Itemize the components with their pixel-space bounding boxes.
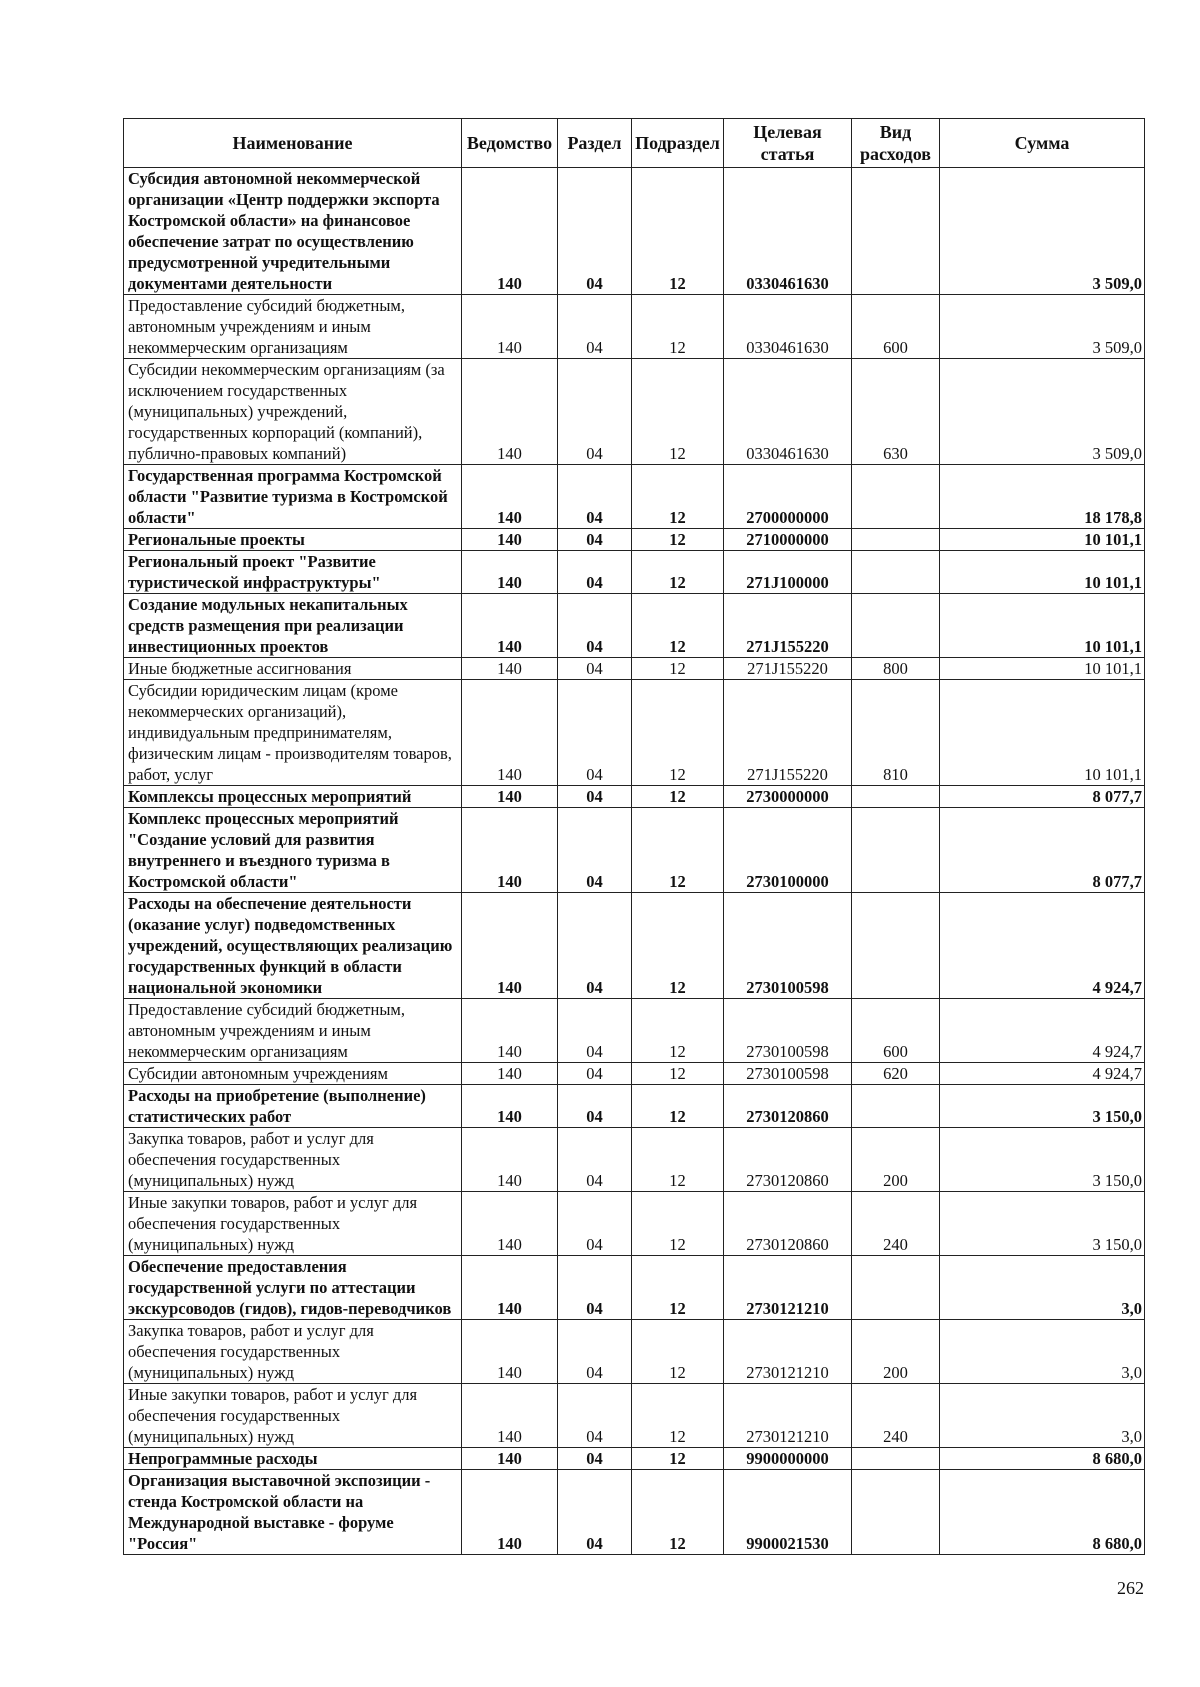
cell-sum: 3 150,0 — [940, 1192, 1145, 1256]
cell-dept: 140 — [462, 1448, 558, 1470]
table-row — [124, 1470, 1145, 1555]
cell-sum: 10 101,1 — [940, 658, 1145, 680]
cell-name: Региональные проекты — [124, 529, 462, 551]
cell-target: 2730120860 — [724, 1085, 852, 1128]
cell-sum: 3 150,0 — [940, 1085, 1145, 1128]
cell-dept: 140 — [462, 999, 558, 1063]
cell-sum: 3,0 — [940, 1384, 1145, 1448]
cell-name: Расходы на обеспечение деятельности (оказание услуг) подведомственных учреждений, осуществляющих реализацию государственных функций в области национальной экономики — [124, 893, 462, 999]
cell-target: 2730120860 — [724, 1192, 852, 1256]
table-row — [124, 1063, 1145, 1085]
table-row — [124, 1320, 1145, 1384]
cell-target: 271J155220 — [724, 658, 852, 680]
cell-section: 04 — [558, 168, 632, 295]
cell-type — [852, 529, 940, 551]
cell-name: Предоставление субсидий бюджетным, автономным учреждениям и иным некоммерческим организациям — [124, 295, 462, 359]
cell-sum: 3,0 — [940, 1320, 1145, 1384]
cell-target: 2710000000 — [724, 529, 852, 551]
cell-section: 04 — [558, 1320, 632, 1384]
cell-type: 240 — [852, 1384, 940, 1448]
cell-target: 0330461630 — [724, 295, 852, 359]
cell-section: 04 — [558, 893, 632, 999]
cell-section: 04 — [558, 1470, 632, 1555]
cell-subsection: 12 — [632, 1448, 724, 1470]
cell-dept: 140 — [462, 594, 558, 658]
table-row — [124, 1384, 1145, 1448]
cell-dept: 140 — [462, 893, 558, 999]
table-row — [124, 1128, 1145, 1192]
cell-type — [852, 893, 940, 999]
cell-subsection: 12 — [632, 1384, 724, 1448]
cell-type — [852, 1470, 940, 1555]
cell-target: 2730100598 — [724, 999, 852, 1063]
cell-sum: 3 150,0 — [940, 1128, 1145, 1192]
cell-type — [852, 551, 940, 594]
page-number: 262 — [1117, 1578, 1144, 1598]
cell-subsection: 12 — [632, 551, 724, 594]
cell-dept: 140 — [462, 295, 558, 359]
cell-section: 04 — [558, 1085, 632, 1128]
cell-target: 2730121210 — [724, 1256, 852, 1320]
cell-name: Закупка товаров, работ и услуг для обеспечения государственных (муниципальных) нужд — [124, 1128, 462, 1192]
cell-subsection: 12 — [632, 1192, 724, 1256]
cell-sum: 3,0 — [940, 1256, 1145, 1320]
cell-target: 2730100598 — [724, 1063, 852, 1085]
cell-sum: 10 101,1 — [940, 594, 1145, 658]
cell-section: 04 — [558, 808, 632, 893]
cell-dept: 140 — [462, 359, 558, 465]
cell-name: Субсидия автономной некоммерческой организации «Центр поддержки экспорта Костромской области» на финансовое обеспечение затрат по осуществлению предусмотренной учредительными документами деятельности — [124, 168, 462, 295]
header-section: Раздел — [558, 119, 632, 168]
cell-target: 2730120860 — [724, 1128, 852, 1192]
cell-sum: 4 924,7 — [940, 893, 1145, 999]
cell-name: Предоставление субсидий бюджетным, автономным учреждениям и иным некоммерческим организациям — [124, 999, 462, 1063]
cell-section: 04 — [558, 1063, 632, 1085]
cell-section: 04 — [558, 295, 632, 359]
cell-name: Обеспечение предоставления государственной услуги по аттестации экскурсоводов (гидов), гидов-переводчиков — [124, 1256, 462, 1320]
cell-dept: 140 — [462, 1384, 558, 1448]
header-dept: Ведомство — [462, 119, 558, 168]
cell-target: 2730100000 — [724, 808, 852, 893]
table-body — [124, 168, 1145, 1555]
cell-type — [852, 594, 940, 658]
table-row — [124, 893, 1145, 999]
table-row — [124, 1256, 1145, 1320]
cell-dept: 140 — [462, 658, 558, 680]
header-name: Наименование — [124, 119, 462, 168]
cell-name: Непрограммные расходы — [124, 1448, 462, 1470]
cell-subsection: 12 — [632, 808, 724, 893]
cell-type — [852, 1085, 940, 1128]
cell-target: 2730121210 — [724, 1384, 852, 1448]
cell-section: 04 — [558, 999, 632, 1063]
cell-subsection: 12 — [632, 1085, 724, 1128]
cell-subsection: 12 — [632, 1128, 724, 1192]
cell-type: 240 — [852, 1192, 940, 1256]
cell-type — [852, 1448, 940, 1470]
cell-type: 630 — [852, 359, 940, 465]
cell-dept: 140 — [462, 1063, 558, 1085]
cell-name: Закупка товаров, работ и услуг для обеспечения государственных (муниципальных) нужд — [124, 1320, 462, 1384]
cell-name: Иные закупки товаров, работ и услуг для обеспечения государственных (муниципальных) нужд — [124, 1192, 462, 1256]
cell-section: 04 — [558, 551, 632, 594]
table-row — [124, 999, 1145, 1063]
cell-name: Организация выставочной экспозиции - стенда Костромской области на Международной выставке - форуме "Россия" — [124, 1470, 462, 1555]
cell-subsection: 12 — [632, 465, 724, 529]
cell-target: 9900021530 — [724, 1470, 852, 1555]
cell-dept: 140 — [462, 808, 558, 893]
cell-section: 04 — [558, 594, 632, 658]
cell-type: 620 — [852, 1063, 940, 1085]
cell-name: Расходы на приобретение (выполнение) статистических работ — [124, 1085, 462, 1128]
cell-subsection: 12 — [632, 1470, 724, 1555]
header-sum: Сумма — [940, 119, 1145, 168]
table-row — [124, 808, 1145, 893]
cell-section: 04 — [558, 658, 632, 680]
cell-dept: 140 — [462, 168, 558, 295]
table-row — [124, 359, 1145, 465]
cell-type: 810 — [852, 680, 940, 786]
header-subsection: Подраздел — [632, 119, 724, 168]
table-row — [124, 1192, 1145, 1256]
cell-target: 0330461630 — [724, 359, 852, 465]
cell-type: 600 — [852, 999, 940, 1063]
cell-type — [852, 786, 940, 808]
cell-type: 800 — [852, 658, 940, 680]
cell-section: 04 — [558, 359, 632, 465]
cell-name: Региональный проект "Развитие туристической инфраструктуры" — [124, 551, 462, 594]
cell-subsection: 12 — [632, 999, 724, 1063]
cell-section: 04 — [558, 529, 632, 551]
cell-section: 04 — [558, 1384, 632, 1448]
cell-section: 04 — [558, 1192, 632, 1256]
cell-sum: 4 924,7 — [940, 999, 1145, 1063]
table-row — [124, 1085, 1145, 1128]
cell-section: 04 — [558, 786, 632, 808]
cell-sum: 10 101,1 — [940, 680, 1145, 786]
cell-type: 200 — [852, 1128, 940, 1192]
cell-sum: 4 924,7 — [940, 1063, 1145, 1085]
table-row — [124, 658, 1145, 680]
cell-dept: 140 — [462, 1256, 558, 1320]
cell-name: Комплекс процессных мероприятий "Создание условий для развития внутреннего и въездного туризма в Костромской области" — [124, 808, 462, 893]
cell-subsection: 12 — [632, 359, 724, 465]
cell-subsection: 12 — [632, 1063, 724, 1085]
cell-type — [852, 808, 940, 893]
table-row — [124, 594, 1145, 658]
cell-dept: 140 — [462, 529, 558, 551]
table-row — [124, 465, 1145, 529]
cell-sum: 8 077,7 — [940, 786, 1145, 808]
cell-name: Субсидии некоммерческим организациям (за исключением государственных (муниципальных) учреждений, государственных корпораций (компаний), публично-правовых компаний) — [124, 359, 462, 465]
cell-type — [852, 168, 940, 295]
cell-dept: 140 — [462, 551, 558, 594]
table-row — [124, 529, 1145, 551]
cell-target: 2730121210 — [724, 1320, 852, 1384]
cell-type: 600 — [852, 295, 940, 359]
cell-dept: 140 — [462, 1320, 558, 1384]
cell-target: 2700000000 — [724, 465, 852, 529]
cell-name: Субсидии автономным учреждениям — [124, 1063, 462, 1085]
cell-dept: 140 — [462, 1128, 558, 1192]
cell-subsection: 12 — [632, 529, 724, 551]
cell-dept: 140 — [462, 1192, 558, 1256]
cell-target: 271J100000 — [724, 551, 852, 594]
cell-name: Иные бюджетные ассигнования — [124, 658, 462, 680]
cell-name: Иные закупки товаров, работ и услуг для обеспечения государственных (муниципальных) нужд — [124, 1384, 462, 1448]
cell-sum: 10 101,1 — [940, 529, 1145, 551]
cell-subsection: 12 — [632, 680, 724, 786]
budget-table — [123, 118, 1145, 1555]
cell-name: Субсидии юридическим лицам (кроме некоммерческих организаций), индивидуальным предпринимателям, физическим лицам - производителям товаров, работ, услуг — [124, 680, 462, 786]
table-header-row — [124, 119, 1145, 168]
header-type: Вид расходов — [852, 119, 940, 168]
cell-subsection: 12 — [632, 1320, 724, 1384]
cell-dept: 140 — [462, 680, 558, 786]
table-row — [124, 295, 1145, 359]
cell-dept: 140 — [462, 1470, 558, 1555]
cell-subsection: 12 — [632, 594, 724, 658]
cell-sum: 8 077,7 — [940, 808, 1145, 893]
table-row — [124, 1448, 1145, 1470]
cell-sum: 8 680,0 — [940, 1470, 1145, 1555]
cell-subsection: 12 — [632, 658, 724, 680]
cell-name: Государственная программа Костромской области "Развитие туризма в Костромской области" — [124, 465, 462, 529]
cell-name: Создание модульных некапитальных средств размещения при реализации инвестиционных проектов — [124, 594, 462, 658]
cell-subsection: 12 — [632, 295, 724, 359]
cell-dept: 140 — [462, 786, 558, 808]
table-row — [124, 168, 1145, 295]
cell-section: 04 — [558, 1448, 632, 1470]
cell-sum: 3 509,0 — [940, 168, 1145, 295]
cell-sum: 3 509,0 — [940, 359, 1145, 465]
cell-target: 271J155220 — [724, 680, 852, 786]
header-target: Целевая статья — [724, 119, 852, 168]
cell-target: 9900000000 — [724, 1448, 852, 1470]
table-row — [124, 551, 1145, 594]
cell-type — [852, 465, 940, 529]
cell-dept: 140 — [462, 465, 558, 529]
cell-section: 04 — [558, 465, 632, 529]
cell-subsection: 12 — [632, 786, 724, 808]
cell-name: Комплексы процессных мероприятий — [124, 786, 462, 808]
cell-subsection: 12 — [632, 168, 724, 295]
cell-target: 2730000000 — [724, 786, 852, 808]
cell-sum: 8 680,0 — [940, 1448, 1145, 1470]
cell-target: 0330461630 — [724, 168, 852, 295]
cell-section: 04 — [558, 680, 632, 786]
cell-section: 04 — [558, 1256, 632, 1320]
cell-dept: 140 — [462, 1085, 558, 1128]
cell-sum: 3 509,0 — [940, 295, 1145, 359]
cell-target: 271J155220 — [724, 594, 852, 658]
cell-subsection: 12 — [632, 1256, 724, 1320]
cell-section: 04 — [558, 1128, 632, 1192]
cell-subsection: 12 — [632, 893, 724, 999]
cell-type — [852, 1256, 940, 1320]
cell-sum: 10 101,1 — [940, 551, 1145, 594]
cell-type: 200 — [852, 1320, 940, 1384]
table-row — [124, 680, 1145, 786]
table-row — [124, 786, 1145, 808]
cell-sum: 18 178,8 — [940, 465, 1145, 529]
cell-target: 2730100598 — [724, 893, 852, 999]
